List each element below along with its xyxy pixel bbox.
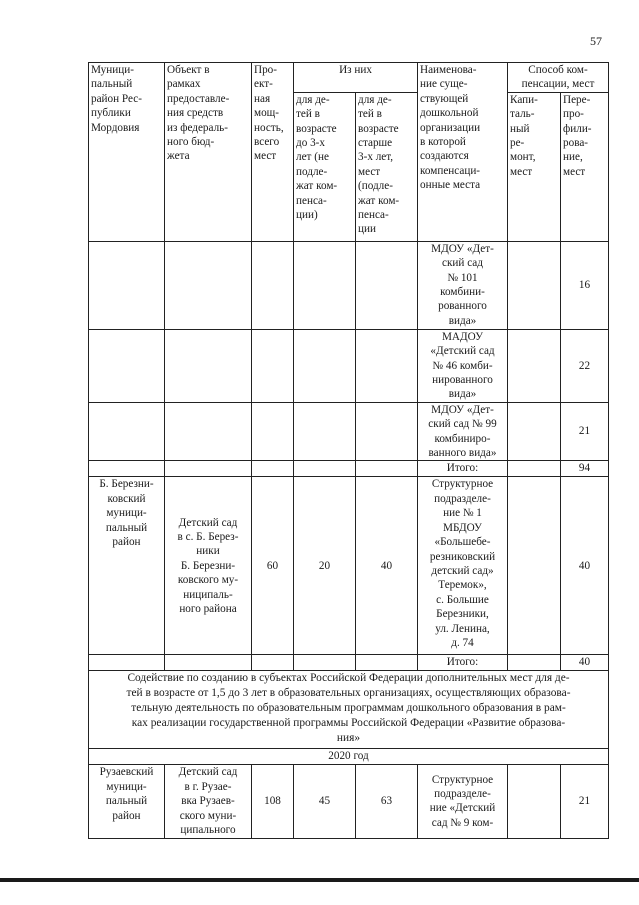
object-cell: Детский сад в г. Рузае- вка Рузаев- ского муни- ципального xyxy=(165,765,252,838)
over-3-cell: 40 xyxy=(356,477,418,655)
header-over-3: для де- тей в возрасте старше 3-х лет, мест (подле- жат ком- пенса- ции xyxy=(356,92,418,241)
header-reprofiling: Пере- про- фили- рова- ние, мест xyxy=(561,92,609,241)
organization-cell: МДОУ «Дет- ский сад № 101 комбини- рованного вида» xyxy=(418,241,508,329)
page-number: 57 xyxy=(590,34,602,48)
organization-cell: Структурное подразделе- ние «Детский сад № 9 ком- xyxy=(418,765,508,838)
header-of-them: Из них xyxy=(294,63,418,93)
total-row xyxy=(89,655,609,671)
over-3-cell: 63 xyxy=(356,765,418,838)
total-label: Итого: xyxy=(418,461,508,477)
year-heading: 2020 год xyxy=(89,749,609,765)
table-row xyxy=(89,477,609,655)
section-heading: Содействие по созданию в субъектах Российской Федерации дополнительных мест для де- тей в возрасте от 1,5 до 3 лет в образовательных организациях, осуществляющих образова- тельную деятельность по образовательным программам дошкольного образования в рам- ках реализации государственной программы Российской Федерации «Развитие образова- ния» xyxy=(89,671,609,749)
reprofiling-cell: 22 xyxy=(561,329,609,402)
table-row xyxy=(89,402,609,461)
header-capital-repair: Капи- таль- ный ре- монт, мест xyxy=(508,92,561,241)
district-cell: Рузаевский муници- пальный район xyxy=(89,765,165,838)
capacity-cell: 108 xyxy=(252,765,294,838)
header-capacity: Про- ект- ная мощ- ность, всего мест xyxy=(252,63,294,242)
bottom-rule xyxy=(0,878,639,882)
total-row xyxy=(89,461,609,477)
header-under-3: для де- тей в возрасте до 3-х лет (не подле- жат ком- пенса- ции) xyxy=(294,92,356,241)
reprofiling-cell: 40 xyxy=(561,477,609,655)
table-row xyxy=(89,241,609,329)
header-compensation-method: Способ ком- пенсации, мест xyxy=(508,63,609,93)
organization-cell: Структурное подразделе- ние № 1 МБДОУ «Большебе- резниковский детский сад» Теремок», с. Большие Березники, ул. Ленина, д. 74 xyxy=(418,477,508,655)
header-organization: Наименова- ние суще- ствующей дошкольной организации в которой создаются компенсаци- онные места xyxy=(418,63,508,242)
header-district: Муници- пальный район Рес- публики Мордовия xyxy=(89,63,165,242)
table-row xyxy=(89,765,609,838)
header-row-top xyxy=(89,63,609,93)
table-row xyxy=(89,329,609,402)
total-label: Итого: xyxy=(418,655,508,671)
total-value: 94 xyxy=(561,461,609,477)
organization-cell: МАДОУ «Детский сад № 46 комби- нированного вида» xyxy=(418,329,508,402)
under-3-cell: 45 xyxy=(294,765,356,838)
section-heading-row xyxy=(89,671,609,749)
district-cell: Б. Березни- ковский муници- пальный район xyxy=(89,477,165,655)
reprofiling-cell: 21 xyxy=(561,765,609,838)
header-object: Объект в рамках предоставле- ния средств из федераль- ного бюд- жета xyxy=(165,63,252,242)
year-row xyxy=(89,749,609,765)
organization-cell: МДОУ «Дет- ский сад № 99 комбиниро- ванного вида» xyxy=(418,402,508,461)
reprofiling-cell: 16 xyxy=(561,241,609,329)
object-cell: Детский сад в с. Б. Берез- ники Б. Березни- ковского му- ниципаль- ного района xyxy=(165,477,252,655)
compensation-places-table xyxy=(88,62,609,839)
under-3-cell: 20 xyxy=(294,477,356,655)
total-value: 40 xyxy=(561,655,609,671)
capacity-cell: 60 xyxy=(252,477,294,655)
reprofiling-cell: 21 xyxy=(561,402,609,461)
